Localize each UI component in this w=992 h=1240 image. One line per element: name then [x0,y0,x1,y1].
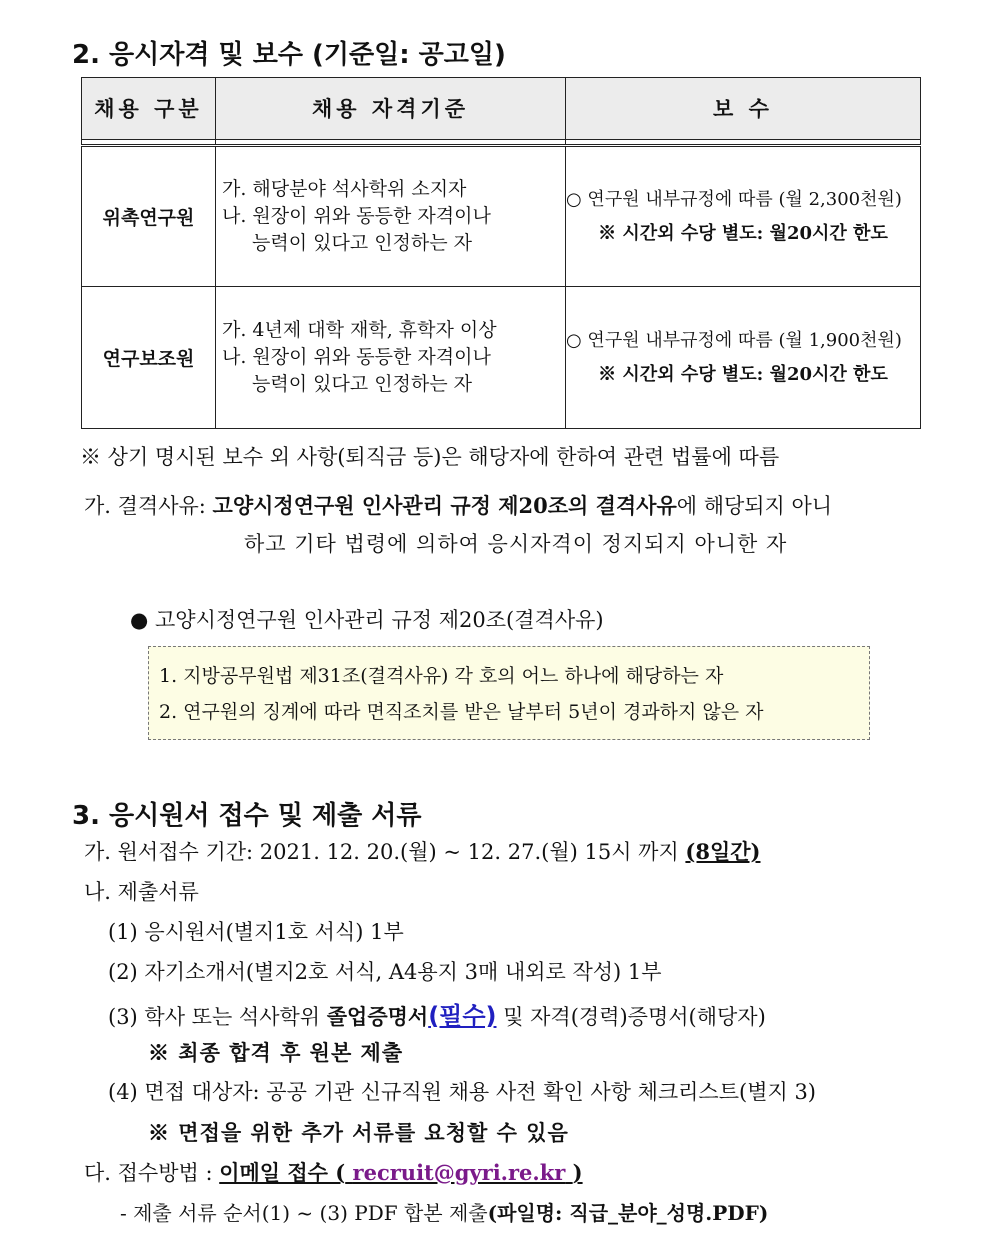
required-label: (필수) [428,1002,497,1030]
submission-method [84,1157,583,1187]
rule-box [148,646,870,740]
method-text: 이메일 접수 ( [219,1160,346,1185]
doc3-prefix: (3) 학사 또는 석사학위 [108,1005,321,1029]
header-category: 채용 구분 [82,78,216,140]
row-category: 위촉연구원 [82,145,216,287]
row-criteria [216,145,566,287]
criteria-line: 능력이 있다고 인정하는 자 [252,373,473,396]
doc4-note: ※ 면접을 위한 추가 서류를 요청할 수 있음 [148,1120,569,1145]
pay-text: ○ 연구원 내부규정에 따름 (월 2,300천원) [566,188,902,210]
doc-item: (1) 응시원서(별지1호 서식) 1부 [108,920,404,944]
docs-label: 나. 제출서류 [84,880,199,904]
doc3-suffix: 및 자격(경력)증명서(해당자) [503,1005,766,1029]
order-text: - 제출 서류 순서(1) ~ (3) PDF 합본 제출 [120,1201,488,1225]
header-criteria: 채용 자격기준 [216,78,566,140]
disqualification-line2: 하고 기타 법령에 의하여 응시자격이 정지되지 아니한 자 [244,532,788,556]
doc3-note: ※ 최종 합격 후 원본 제출 [148,1040,404,1065]
row-pay [566,287,921,429]
pay-note: ※ 시간외 수당 별도: 월20시간 한도 [598,222,888,244]
method-label: 다. 접수방법 : [84,1161,213,1185]
table-header-row [82,78,921,140]
doc-item [108,996,766,1031]
criteria-line: 나. 원장이 위와 동등한 자격이나 [222,205,491,228]
criteria-line: 나. 원장이 위와 동등한 자격이나 [222,346,491,369]
submission-order [120,1197,768,1226]
disqualification-line [84,490,832,520]
doc3-bold: 졸업증명서 [326,1004,429,1029]
rule-bullet [130,604,604,634]
section3-title: 3. 응시원서 접수 및 제출 서류 [72,801,422,831]
row-pay [566,145,921,287]
criteria-line: 능력이 있다고 인정하는 자 [252,232,473,255]
table-row [82,287,921,429]
method-close: ) [572,1160,583,1185]
period-days: (8일간) [685,839,761,864]
qualification-table [81,77,921,429]
row-category: 연구보조원 [82,287,216,429]
bullet-icon: ● [130,608,149,632]
doc-item: (4) 면접 대상자: 공공 기관 신규직원 채용 사전 확인 사항 체크리스트(별지 3) [108,1080,817,1104]
section2-title: 2. 응시자격 및 보수 (기준일: 공고일) [72,40,506,70]
bullet-text: 고양시정연구원 인사관리 규정 제20조(결격사유) [155,608,604,632]
method-value [219,1160,582,1185]
criteria-line: 가. 4년제 대학 재학, 휴학자 이상 [222,319,497,342]
doc-item: (2) 자기소개서(별지2호 서식, A4용지 3매 내외로 작성) 1부 [108,960,662,984]
rule-item: 1. 지방공무원법 제31조(결격사유) 각 호의 어느 하나에 해당하는 자 [159,665,724,687]
rule-item: 2. 연구원의 징계에 따라 면직조치를 받은 날부터 5년이 경과하지 않은 자 [159,701,764,723]
table-row [82,145,921,287]
disq-label: 가. 결격사유: [84,494,206,518]
disq-rest: 에 해당되지 아니 [676,494,833,518]
row-criteria [216,287,566,429]
period-text: 가. 원서접수 기간: 2021. 12. 20.(월) ~ 12. 27.(월) 15시 까지 [84,840,679,864]
header-pay: 보 수 [566,78,921,140]
disq-rule: 고양시정연구원 인사관리 규정 제20조의 결격사유 [212,493,677,518]
pay-note: ※ 시간외 수당 별도: 월20시간 한도 [598,363,888,385]
criteria-line: 가. 해당분야 석사학위 소지자 [222,178,467,201]
email-link[interactable]: recruit@gyri.re.kr [352,1160,566,1185]
application-period [84,836,760,866]
order-filename: (파일명: 직급_분야_성명.PDF) [487,1201,769,1225]
pay-text: ○ 연구원 내부규정에 따름 (월 1,900천원) [566,329,902,351]
table-note: ※ 상기 명시된 보수 외 사항(퇴직금 등)은 해당자에 한하여 관련 법률에 따름 [80,445,780,469]
